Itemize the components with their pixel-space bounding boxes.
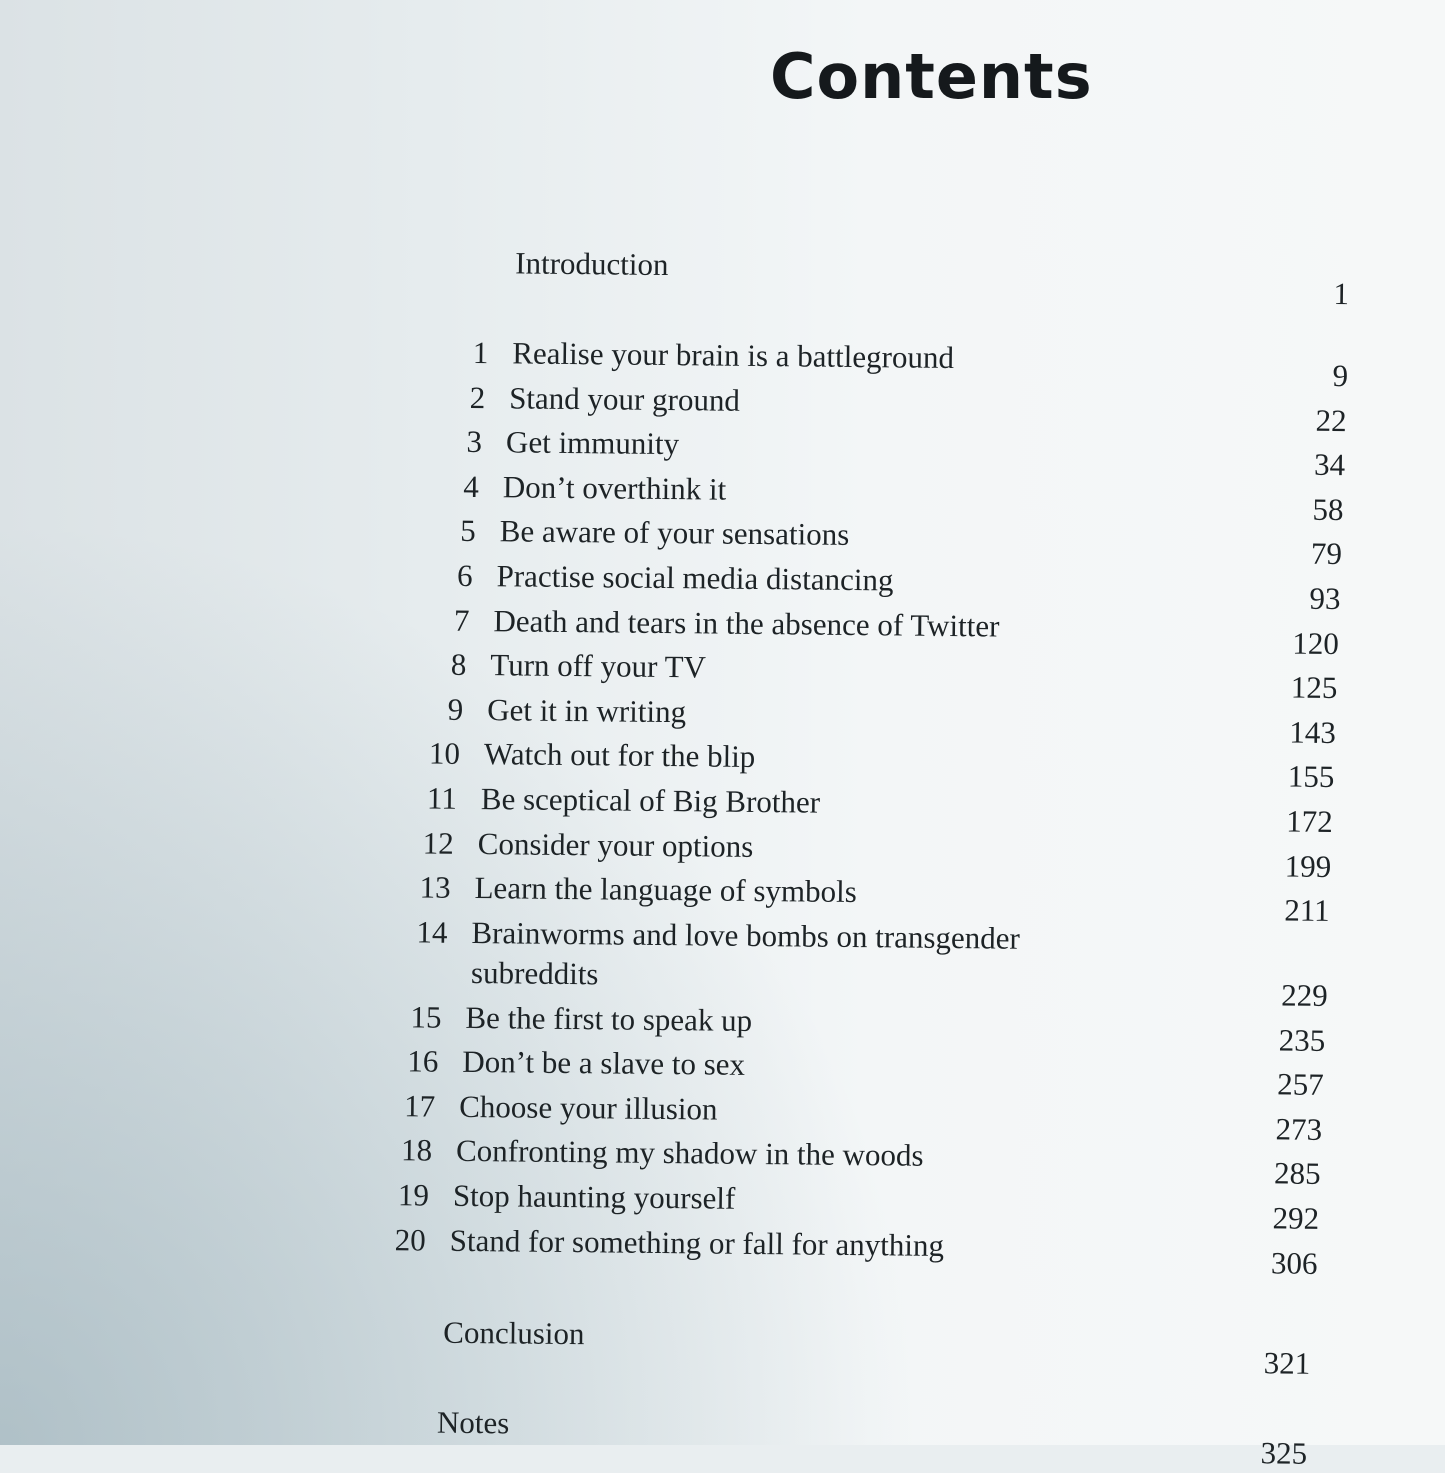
toc-chapter-title: Stand for something or fall for anything (449, 1222, 945, 1263)
toc-chapter-number: 7 (453, 602, 470, 638)
toc-chapter-title: Consider your options (477, 825, 754, 864)
toc-chapter-number: 14 (416, 914, 448, 950)
toc-label-notes: Notes (436, 1404, 510, 1441)
toc-chapter-title: Choose your illusion (459, 1088, 718, 1127)
toc-chapter-number: 8 (450, 646, 467, 683)
toc-chapter-title: Practise social media distancing (496, 558, 894, 598)
toc-chapter-number: 16 (407, 1043, 439, 1079)
toc-chapter-title-continued: subreddits (470, 954, 599, 992)
toc-chapter-title: Be sceptical of Big Brother (480, 781, 821, 820)
toc-page-number: 211 (1284, 892, 1330, 929)
toc-chapter-title: Confronting my shadow in the woods (455, 1133, 924, 1174)
toc-chapter-number: 19 (397, 1177, 430, 1213)
toc-chapter-title: Stop haunting yourself (452, 1177, 736, 1216)
toc-chapter-number: 9 (447, 691, 464, 727)
toc-chapter-number: 12 (422, 825, 454, 861)
toc-chapter-title: Be the first to speak up (465, 999, 753, 1038)
toc-chapter-number: 2 (469, 379, 486, 415)
toc-page-number: 34 (1313, 446, 1346, 483)
toc-page-number: 235 (1278, 1021, 1326, 1058)
toc-chapter-number: 3 (466, 424, 483, 460)
toc-page-number: 292 (1272, 1200, 1320, 1236)
toc-chapter-title: Don’t overthink it (502, 469, 727, 507)
toc-label-conclusion: Conclusion (443, 1314, 585, 1352)
toc-chapter-number: 18 (400, 1132, 433, 1168)
toc-chapter-number: 13 (419, 869, 451, 905)
toc-page-number: 9 (1332, 357, 1349, 394)
toc-chapter-title: Get it in writing (486, 691, 687, 730)
toc-chapter-number: 15 (410, 998, 442, 1035)
toc-page-number: 285 (1273, 1155, 1321, 1192)
toc-page-number: 1 (1333, 275, 1350, 312)
contents-heading: Contents (770, 40, 1093, 113)
toc-chapter-title: Death and tears in the absence of Twitter (493, 602, 1000, 644)
toc-page-number: 229 (1281, 977, 1328, 1013)
toc-page-number: 22 (1315, 402, 1347, 438)
toc-page-number: 155 (1287, 758, 1335, 795)
toc-chapter-number: 6 (456, 557, 473, 593)
toc-page-number: 273 (1275, 1111, 1323, 1147)
toc-chapter-number: 17 (404, 1088, 436, 1124)
toc-chapter-title: Learn the language of symbols (474, 870, 857, 910)
toc-page-number: 93 (1309, 580, 1341, 617)
toc-chapter-number: 10 (428, 735, 461, 772)
toc-chapter-number: 20 (394, 1221, 426, 1258)
toc-page-number: 257 (1277, 1066, 1324, 1103)
toc-page-number: 199 (1284, 848, 1332, 884)
toc-chapter-title: Realise your brain is a battleground (512, 335, 955, 376)
toc-chapter-title: Get immunity (505, 424, 680, 462)
toc-chapter-title: Turn off your TV (490, 647, 707, 685)
toc-page-number: 125 (1290, 669, 1338, 706)
toc-page-number: 79 (1310, 536, 1343, 572)
toc-page-number: 143 (1289, 714, 1337, 750)
toc-label-introduction: Introduction (515, 245, 669, 283)
toc-chapter-number: 1 (472, 334, 489, 371)
toc-chapter-title: Stand your ground (508, 379, 741, 418)
toc-chapter-number: 5 (460, 513, 476, 549)
toc-page-number: 172 (1286, 803, 1333, 840)
toc-page-number: 120 (1292, 625, 1340, 661)
toc-chapter-number: 11 (426, 780, 458, 816)
toc-page-number: 58 (1312, 491, 1344, 527)
toc-chapter-title: Watch out for the blip (483, 736, 756, 775)
toc-page-number: 321 (1263, 1345, 1311, 1381)
toc-page-number: 325 (1260, 1435, 1308, 1471)
toc-chapter-title: Brainworms and love bombs on transgender (471, 914, 1021, 956)
toc-chapter-number: 4 (463, 468, 480, 504)
toc-page-number: 306 (1270, 1244, 1318, 1281)
toc-chapter-title: Don’t be a slave to sex (462, 1044, 746, 1082)
toc-chapter-title: Be aware of your sensations (499, 513, 850, 553)
